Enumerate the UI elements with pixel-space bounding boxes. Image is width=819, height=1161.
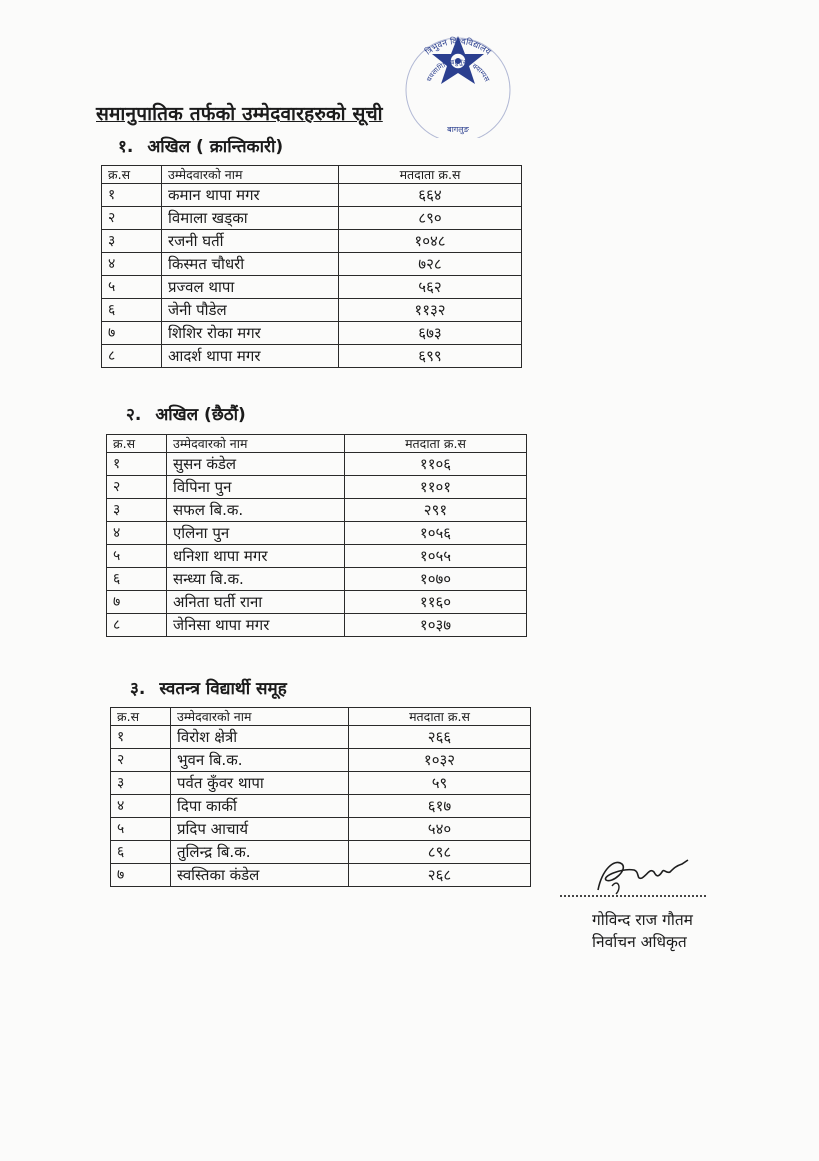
section-number: २. bbox=[126, 405, 142, 425]
cell-sn: ५ bbox=[102, 276, 162, 299]
cell-voter-no: ११०१ bbox=[345, 476, 527, 499]
cell-voter-no: ६९९ bbox=[339, 345, 522, 368]
cell-name: प्रज्वल थापा bbox=[162, 276, 339, 299]
cell-voter-no: १०५५ bbox=[345, 545, 527, 568]
cell-voter-no: ८९० bbox=[339, 207, 522, 230]
cell-sn: ७ bbox=[107, 591, 167, 614]
table-row bbox=[107, 453, 527, 476]
cell-sn: ३ bbox=[107, 499, 167, 522]
cell-sn: १ bbox=[102, 184, 162, 207]
cell-sn: ६ bbox=[107, 568, 167, 591]
cell-voter-no: ११६० bbox=[345, 591, 527, 614]
cell-name: प्रदिप आचार्य bbox=[171, 818, 349, 841]
table-row bbox=[111, 841, 531, 864]
col-header-name: उम्मेदवारको नाम bbox=[162, 166, 339, 184]
cell-voter-no: २६६ bbox=[349, 726, 531, 749]
cell-name: जेनी पौडेल bbox=[162, 299, 339, 322]
section-title: अखिल ( क्रान्तिकारी) bbox=[147, 137, 284, 157]
section-heading-3 bbox=[130, 676, 287, 699]
cell-name: धनिशा थापा मगर bbox=[167, 545, 345, 568]
signatory-designation: निर्वाचन अधिकृत bbox=[592, 933, 687, 951]
cell-sn: २ bbox=[107, 476, 167, 499]
table-row bbox=[102, 345, 522, 368]
col-header-name: उम्मेदवारको नाम bbox=[171, 708, 349, 726]
table-row bbox=[107, 591, 527, 614]
table-row bbox=[107, 476, 527, 499]
cell-sn: ४ bbox=[107, 522, 167, 545]
cell-name: जेनिसा थापा मगर bbox=[167, 614, 345, 637]
cell-name: विपिना पुन bbox=[167, 476, 345, 499]
section-title: स्वतन्त्र विद्यार्थी समूह bbox=[159, 679, 287, 699]
cell-sn: ८ bbox=[107, 614, 167, 637]
col-header-sn: क्र.स bbox=[111, 708, 171, 726]
cell-name: विमाला खड्का bbox=[162, 207, 339, 230]
section-number: १. bbox=[118, 137, 134, 157]
candidate-table-3 bbox=[110, 707, 531, 887]
cell-name: एलिना पुन bbox=[167, 522, 345, 545]
cell-name: तुलिन्द्र बि.क. bbox=[171, 841, 349, 864]
col-header-name: उम्मेदवारको नाम bbox=[167, 435, 345, 453]
signature-dotted-line bbox=[560, 895, 706, 897]
cell-name: विरोश क्षेत्री bbox=[171, 726, 349, 749]
cell-voter-no: ११३२ bbox=[339, 299, 522, 322]
table-row bbox=[102, 276, 522, 299]
cell-sn: ४ bbox=[111, 795, 171, 818]
cell-name: आदर्श थापा मगर bbox=[162, 345, 339, 368]
cell-sn: ३ bbox=[111, 772, 171, 795]
cell-sn: ३ bbox=[102, 230, 162, 253]
cell-name: भुवन बि.क. bbox=[171, 749, 349, 772]
cell-sn: २ bbox=[111, 749, 171, 772]
cell-name: दिपा कार्की bbox=[171, 795, 349, 818]
cell-voter-no: १०७० bbox=[345, 568, 527, 591]
table-row bbox=[102, 322, 522, 345]
cell-sn: १ bbox=[111, 726, 171, 749]
cell-sn: ७ bbox=[102, 322, 162, 345]
col-header-voter-no: मतदाता क्र.स bbox=[345, 435, 527, 453]
section-heading-2 bbox=[126, 402, 246, 425]
cell-voter-no: ८९८ bbox=[349, 841, 531, 864]
cell-voter-no: ५४० bbox=[349, 818, 531, 841]
cell-name: पर्वत कुँवर थापा bbox=[171, 772, 349, 795]
table-row bbox=[111, 749, 531, 772]
cell-voter-no: १०५६ bbox=[345, 522, 527, 545]
table-row bbox=[111, 795, 531, 818]
table-row bbox=[111, 726, 531, 749]
cell-name: सुसन कंडेल bbox=[167, 453, 345, 476]
cell-voter-no: ७२८ bbox=[339, 253, 522, 276]
table-header-row bbox=[102, 166, 522, 184]
table-row bbox=[107, 545, 527, 568]
handwritten-signature bbox=[592, 850, 692, 900]
cell-sn: १ bbox=[107, 453, 167, 476]
table-row bbox=[107, 568, 527, 591]
col-header-sn: क्र.स bbox=[107, 435, 167, 453]
cell-sn: ८ bbox=[102, 345, 162, 368]
cell-name: रजनी घर्ती bbox=[162, 230, 339, 253]
cell-name: सफल बि.क. bbox=[167, 499, 345, 522]
seal-bottom-text: बागलुङ bbox=[447, 125, 469, 134]
table-row bbox=[107, 614, 527, 637]
cell-sn: ४ bbox=[102, 253, 162, 276]
cell-sn: ६ bbox=[102, 299, 162, 322]
signatory-name: गोविन्द राज गौतम bbox=[592, 911, 693, 929]
cell-sn: ७ bbox=[111, 864, 171, 887]
table-row bbox=[111, 772, 531, 795]
cell-voter-no: २९१ bbox=[345, 499, 527, 522]
cell-voter-no: ११०६ bbox=[345, 453, 527, 476]
candidate-table-1 bbox=[101, 165, 522, 368]
section-number: ३. bbox=[130, 679, 146, 699]
cell-name: स्वस्तिका कंडेल bbox=[171, 864, 349, 887]
page-title: समानुपातिक तर्फको उम्मेदवारहरुको सूची bbox=[96, 103, 383, 125]
cell-voter-no: २६८ bbox=[349, 864, 531, 887]
cell-voter-no: ५९ bbox=[349, 772, 531, 795]
cell-name: शिशिर रोका मगर bbox=[162, 322, 339, 345]
table-header-row bbox=[107, 435, 527, 453]
seal-inner-text: धवलागिरि बहुमुखी क्याम्पस bbox=[425, 57, 491, 84]
candidate-table-2 bbox=[106, 434, 527, 637]
col-header-voter-no: मतदाता क्र.स bbox=[339, 166, 522, 184]
col-header-voter-no: मतदाता क्र.स bbox=[349, 708, 531, 726]
cell-sn: ५ bbox=[107, 545, 167, 568]
cell-name: कमान थापा मगर bbox=[162, 184, 339, 207]
table-row bbox=[107, 522, 527, 545]
table-row bbox=[107, 499, 527, 522]
university-seal bbox=[398, 28, 518, 138]
cell-voter-no: ६१७ bbox=[349, 795, 531, 818]
table-header-row bbox=[111, 708, 531, 726]
cell-name: अनिता घर्ती राना bbox=[167, 591, 345, 614]
cell-sn: २ bbox=[102, 207, 162, 230]
cell-sn: ६ bbox=[111, 841, 171, 864]
cell-voter-no: ५६२ bbox=[339, 276, 522, 299]
cell-voter-no: १०४८ bbox=[339, 230, 522, 253]
table-row bbox=[102, 184, 522, 207]
cell-name: सन्ध्या बि.क. bbox=[167, 568, 345, 591]
cell-voter-no: १०३७ bbox=[345, 614, 527, 637]
cell-voter-no: ६६४ bbox=[339, 184, 522, 207]
section-title: अखिल (छैठौं) bbox=[155, 405, 246, 425]
section-heading-1 bbox=[118, 134, 283, 157]
col-header-sn: क्र.स bbox=[102, 166, 162, 184]
table-row bbox=[102, 253, 522, 276]
cell-voter-no: ६७३ bbox=[339, 322, 522, 345]
table-row bbox=[111, 864, 531, 887]
table-row bbox=[102, 230, 522, 253]
cell-sn: ५ bbox=[111, 818, 171, 841]
seal-arc-text: त्रिभुवन विश्वविद्यालय bbox=[423, 36, 493, 58]
cell-voter-no: १०३२ bbox=[349, 749, 531, 772]
table-row bbox=[111, 818, 531, 841]
cell-name: किस्मत चौधरी bbox=[162, 253, 339, 276]
table-row bbox=[102, 299, 522, 322]
table-row bbox=[102, 207, 522, 230]
